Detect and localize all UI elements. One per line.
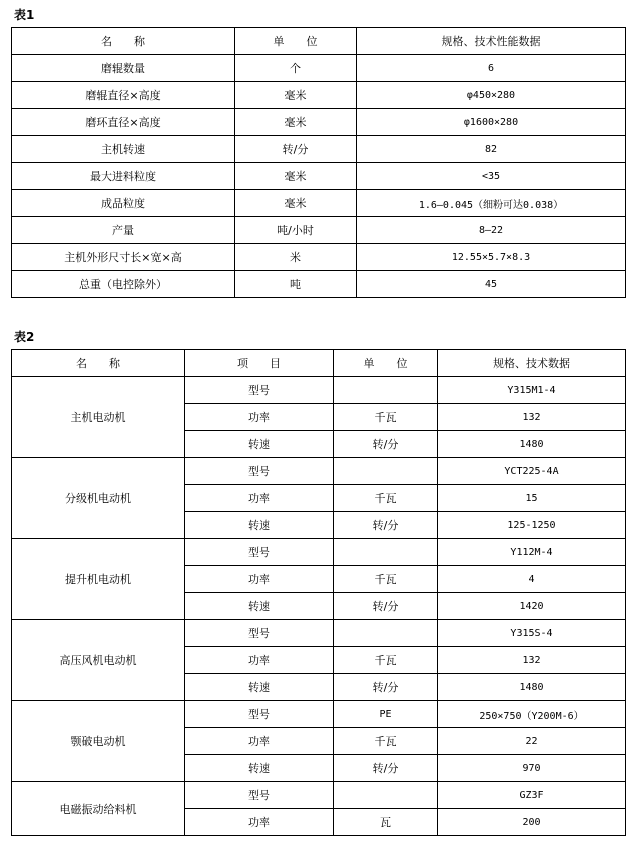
value-cell: Y315M1-4 bbox=[438, 377, 626, 404]
table-row bbox=[12, 620, 626, 647]
param-name-cell: 磨环直径×高度 bbox=[12, 109, 235, 136]
item-cell: 型号 bbox=[185, 782, 334, 809]
table-header-row bbox=[12, 350, 626, 377]
value-cell: Y315S-4 bbox=[438, 620, 626, 647]
value-cell: 82 bbox=[357, 136, 626, 163]
value-cell: 132 bbox=[438, 647, 626, 674]
item-cell: 转速 bbox=[185, 512, 334, 539]
table2-caption: 表2 bbox=[14, 330, 35, 344]
value-cell: YCT225-4A bbox=[438, 458, 626, 485]
motor-name-cell: 电磁振动给料机 bbox=[12, 782, 185, 836]
table-row bbox=[12, 244, 626, 271]
item-cell: 型号 bbox=[185, 377, 334, 404]
column-header: 规格、技术数据 bbox=[438, 350, 626, 377]
column-header: 单 位 bbox=[235, 28, 357, 55]
unit-cell: 转/分 bbox=[334, 593, 438, 620]
value-cell: 1420 bbox=[438, 593, 626, 620]
param-name-cell: 主机外形尺寸长×宽×高 bbox=[12, 244, 235, 271]
table-row bbox=[12, 217, 626, 244]
value-cell: 45 bbox=[357, 271, 626, 298]
item-cell: 功率 bbox=[185, 566, 334, 593]
item-cell: 转速 bbox=[185, 431, 334, 458]
item-cell: 功率 bbox=[185, 485, 334, 512]
column-header: 名 称 bbox=[12, 28, 235, 55]
item-cell: 转速 bbox=[185, 674, 334, 701]
item-cell: 型号 bbox=[185, 539, 334, 566]
table-row bbox=[12, 539, 626, 566]
unit-cell: 毫米 bbox=[235, 190, 357, 217]
unit-cell: 千瓦 bbox=[334, 728, 438, 755]
table-row bbox=[12, 136, 626, 163]
value-cell: 132 bbox=[438, 404, 626, 431]
value-cell: <35 bbox=[357, 163, 626, 190]
column-header: 单 位 bbox=[334, 350, 438, 377]
unit-cell: 毫米 bbox=[235, 82, 357, 109]
value-cell: 970 bbox=[438, 755, 626, 782]
column-header: 规格、技术性能数据 bbox=[357, 28, 626, 55]
value-cell: 12.55×5.7×8.3 bbox=[357, 244, 626, 271]
unit-cell: 千瓦 bbox=[334, 485, 438, 512]
unit-cell: 毫米 bbox=[235, 109, 357, 136]
table-row bbox=[12, 271, 626, 298]
table-row bbox=[12, 782, 626, 809]
unit-cell: 转/分 bbox=[334, 512, 438, 539]
unit-cell: 转/分 bbox=[235, 136, 357, 163]
value-cell: 1.6—0.045（细粉可达0.038） bbox=[357, 190, 626, 217]
motor-name-cell: 主机电动机 bbox=[12, 377, 185, 458]
param-name-cell: 主机转速 bbox=[12, 136, 235, 163]
unit-cell bbox=[334, 539, 438, 566]
table-row bbox=[12, 701, 626, 728]
item-cell: 型号 bbox=[185, 458, 334, 485]
value-cell: φ1600×280 bbox=[357, 109, 626, 136]
unit-cell: PE bbox=[334, 701, 438, 728]
unit-cell bbox=[334, 458, 438, 485]
spec-table-body bbox=[12, 28, 626, 298]
unit-cell: 千瓦 bbox=[334, 566, 438, 593]
unit-cell: 转/分 bbox=[334, 431, 438, 458]
item-cell: 转速 bbox=[185, 593, 334, 620]
value-cell: 125-1250 bbox=[438, 512, 626, 539]
table-row bbox=[12, 109, 626, 136]
value-cell: 1480 bbox=[438, 674, 626, 701]
motor-name-cell: 提升机电动机 bbox=[12, 539, 185, 620]
value-cell: Y112M-4 bbox=[438, 539, 626, 566]
value-cell: 15 bbox=[438, 485, 626, 512]
motor-name-cell: 高压风机电动机 bbox=[12, 620, 185, 701]
table-row bbox=[12, 190, 626, 217]
value-cell: 1480 bbox=[438, 431, 626, 458]
value-cell: 200 bbox=[438, 809, 626, 836]
unit-cell: 转/分 bbox=[334, 674, 438, 701]
param-name-cell: 产量 bbox=[12, 217, 235, 244]
unit-cell: 瓦 bbox=[334, 809, 438, 836]
unit-cell: 吨/小时 bbox=[235, 217, 357, 244]
column-header: 项 目 bbox=[185, 350, 334, 377]
value-cell: 8—22 bbox=[357, 217, 626, 244]
item-cell: 功率 bbox=[185, 647, 334, 674]
unit-cell bbox=[334, 377, 438, 404]
value-cell: 6 bbox=[357, 55, 626, 82]
item-cell: 功率 bbox=[185, 809, 334, 836]
value-cell: φ450×280 bbox=[357, 82, 626, 109]
unit-cell bbox=[334, 782, 438, 809]
param-name-cell: 最大进料粒度 bbox=[12, 163, 235, 190]
table-row bbox=[12, 82, 626, 109]
value-cell: 22 bbox=[438, 728, 626, 755]
item-cell: 功率 bbox=[185, 728, 334, 755]
unit-cell: 米 bbox=[235, 244, 357, 271]
unit-cell: 千瓦 bbox=[334, 647, 438, 674]
motor-name-cell: 分级机电动机 bbox=[12, 458, 185, 539]
param-name-cell: 成品粒度 bbox=[12, 190, 235, 217]
table-row bbox=[12, 163, 626, 190]
item-cell: 转速 bbox=[185, 755, 334, 782]
column-header: 名 称 bbox=[12, 350, 185, 377]
table-header-row bbox=[12, 28, 626, 55]
unit-cell: 毫米 bbox=[235, 163, 357, 190]
unit-cell bbox=[334, 620, 438, 647]
value-cell: GZ3F bbox=[438, 782, 626, 809]
value-cell: 4 bbox=[438, 566, 626, 593]
param-name-cell: 磨辊数量 bbox=[12, 55, 235, 82]
item-cell: 功率 bbox=[185, 404, 334, 431]
table1-caption: 表1 bbox=[14, 8, 35, 22]
unit-cell: 转/分 bbox=[334, 755, 438, 782]
param-name-cell: 总重（电控除外） bbox=[12, 271, 235, 298]
table-row bbox=[12, 377, 626, 404]
unit-cell: 吨 bbox=[235, 271, 357, 298]
param-name-cell: 磨辊直径×高度 bbox=[12, 82, 235, 109]
item-cell: 型号 bbox=[185, 620, 334, 647]
item-cell: 型号 bbox=[185, 701, 334, 728]
motor-name-cell: 颚破电动机 bbox=[12, 701, 185, 782]
table-row bbox=[12, 55, 626, 82]
unit-cell: 千瓦 bbox=[334, 404, 438, 431]
value-cell: 250×750（Y200M-6） bbox=[438, 701, 626, 728]
table-row bbox=[12, 458, 626, 485]
spec-table bbox=[11, 27, 626, 298]
motor-table-body bbox=[12, 350, 626, 836]
motor-table bbox=[11, 349, 626, 836]
unit-cell: 个 bbox=[235, 55, 357, 82]
